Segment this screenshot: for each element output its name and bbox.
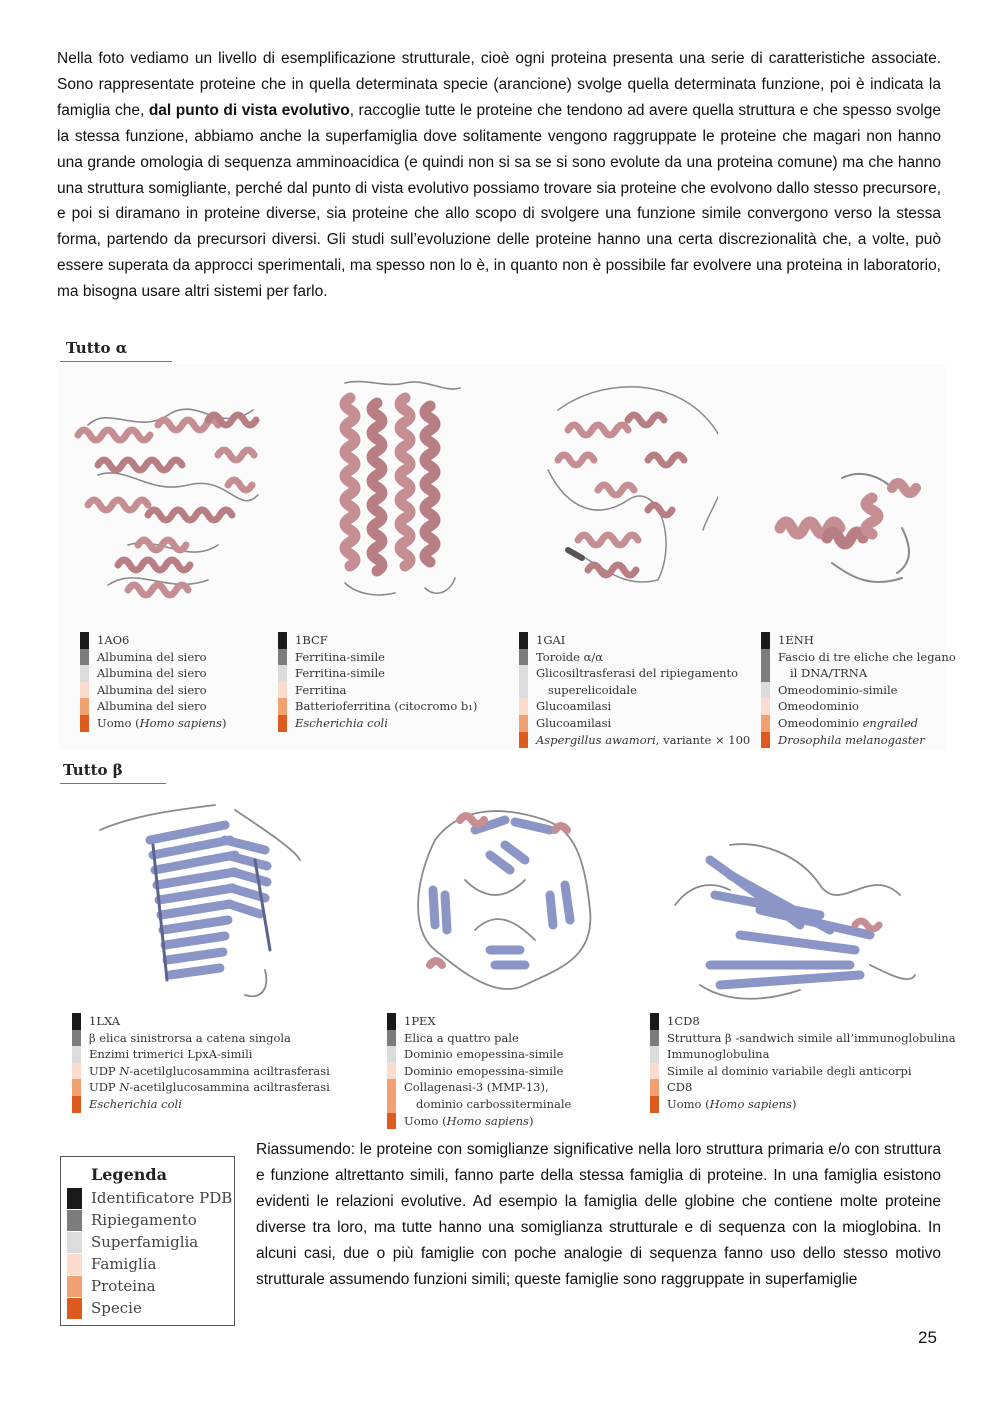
caption-1ao6: 1AO6 Albumina del siero Albumina del siero Albumina del siero Albumina del siero Uomo (Homo sapiens) bbox=[80, 632, 226, 732]
legend-title: Legenda bbox=[91, 1165, 167, 1184]
intro-paragraph: Nella foto vediamo un livello di esemplificazione strutturale, cioè ogni proteina presenta una serie di caratteristiche associate. Sono rappresentate proteine che in quella determinata specie (arancione) svolge quella determinata funzione, poi è indicata la famiglia che, dal punto di vista evolutivo, raccoglie tutte le proteine che tendono ad avere quella struttura e che spesso svolge la stessa funzione, abbiamo anche la superfamiglia dove solitamente vengono raggruppate le proteine che magari non hanno una grande omologia di sequenza amminoacidica (e quindi non si sa se si sono evolute da una proteina comune) ma che hanno una struttura somigliante, perché dal punto di vista evolutivo possiamo trovare sia proteine che evolvono dallo stesso precursore, e poi si diramano in proteine diverse, sia proteine che allo scopo di svolgere una funzione simile convergono verso la stessa forma, partendo da precursori diversi. Gli studi sull’evoluzione delle proteine hanno una certa discrezionalità che, a volte, può essere superata da approcci sperimentali, ma spesso non lo è, in quanto non è possibile far evolvere una proteina in laboratorio, ma bisogna usare altri sistemi per farlo. bbox=[57, 50, 941, 301]
legend-item-fold: Ripiegamento bbox=[67, 1210, 197, 1231]
beta-title-rule bbox=[60, 783, 166, 784]
protein-1enh-image bbox=[772, 468, 922, 593]
protein-1ao6-image bbox=[68, 395, 273, 605]
caption-1bcf: 1BCF Ferritina-simile Ferritina-simile Ferritina Batterioferritina (citocromo b₁) Escherichia coli bbox=[278, 632, 477, 732]
protein-1pex-image bbox=[405, 800, 605, 1000]
protein-1lxa-image bbox=[95, 800, 310, 1005]
protein-1cd8-image bbox=[670, 835, 925, 1010]
legend-item-protein: Proteina bbox=[67, 1276, 156, 1297]
intro-bold-phrase: dal punto di vista evolutivo bbox=[148, 101, 350, 119]
legend-item-species: Specie bbox=[67, 1298, 142, 1319]
caption-1lxa: 1LXA β elica sinistrorsa a catena singola Enzimi trimerici LpxA-simili UDP N-acetilglucosammina aciltrasferasi UDP N-acetilglucosammina aciltrasferasi Escherichia coli bbox=[72, 1013, 330, 1113]
alpha-section-title: Tutto α bbox=[66, 339, 128, 357]
summary-paragraph: Riassumendo: le proteine con somiglianze significative nella loro struttura primaria e/o con struttura e funzione altrettanto simili, fanno parte della stessa famiglia di proteine. In una famiglia esistono evidenti le relazioni evolutive. Ad esempio la famiglia delle globine che contiene molte proteine diverse tra loro, ma tutte hanno una somiglianza strutturale e di sequenza con la mioglobina. In alcuni casi, due o più famiglie con poche analogie di sequenza fanno uso dello stesso motivo strutturale assumendo funzioni simili; queste famiglie sono raggruppate in superfamiglie bbox=[256, 1141, 941, 1288]
protein-1bcf-image bbox=[325, 378, 465, 603]
alpha-title-rule bbox=[60, 361, 172, 362]
caption-1gai: 1GAI Toroide α/α Glicosiltrasferasi del ripiegamento superelicoidale Glucoamilasi Glucoamilasi Aspergillus awamori, variante × 100 bbox=[519, 632, 750, 748]
caption-1enh: 1ENH Fascio di tre eliche che legano il DNA/TRNA Omeodominio-simile Omeodominio Omeodominio engrailed Drosophila melanogaster bbox=[761, 632, 956, 748]
beta-section-title: Tutto β bbox=[63, 761, 123, 779]
page-number: 25 bbox=[918, 1328, 937, 1347]
legend-item-pdb: Identificatore PDB bbox=[67, 1188, 232, 1209]
protein-1gai-image bbox=[538, 380, 718, 605]
legend-item-superfamily: Superfamiglia bbox=[67, 1232, 198, 1253]
legend-item-family: Famiglia bbox=[67, 1254, 157, 1275]
legend-box bbox=[60, 1156, 235, 1326]
caption-1pex: 1PEX Elica a quattro pale Dominio emopessina-simile Dominio emopessina-simile Collagenasi-3 (MMP-13), dominio carbossiterminale Uomo (Homo sapiens) bbox=[387, 1013, 571, 1129]
caption-1cd8: 1CD8 Struttura β -sandwich simile all’immunoglobulina Immunoglobulina Simile al dominio variabile degli anticorpi CD8 Uomo (Homo sapiens) bbox=[650, 1013, 956, 1113]
